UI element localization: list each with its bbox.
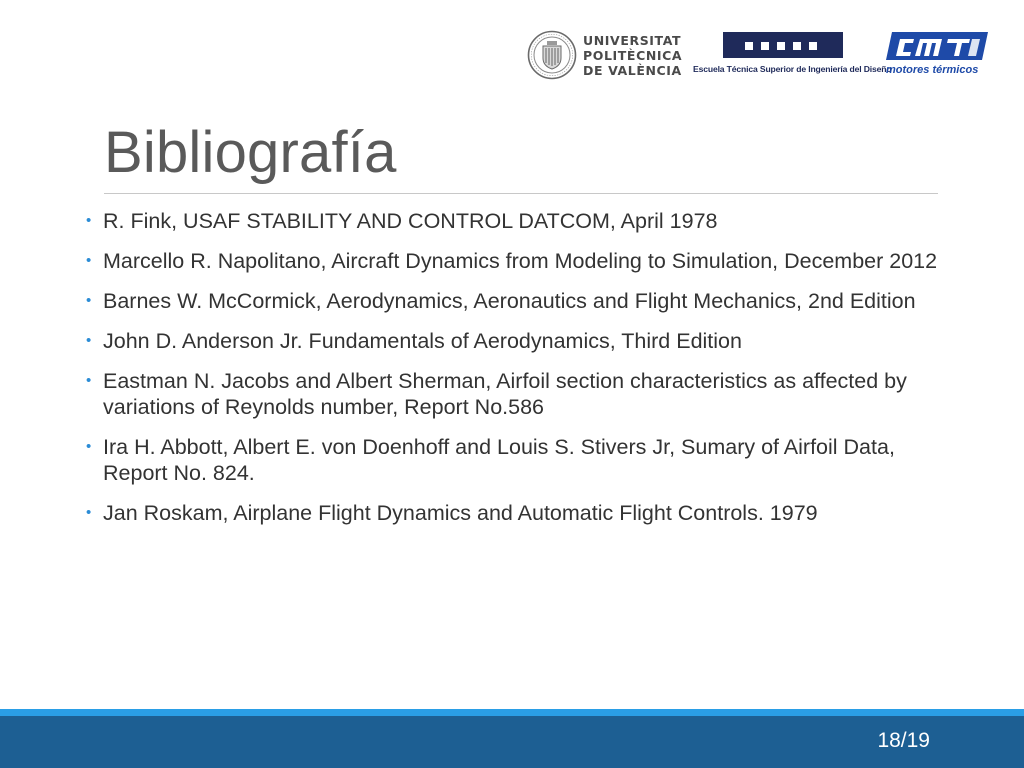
list-item	[86, 434, 956, 486]
bullet-icon: •	[86, 438, 92, 455]
upv-line-3: DE VALÈNCIA	[583, 62, 682, 78]
reference-text: Ira H. Abbott, Albert E. von Doenhoff and Louis S. Stivers Jr, Sumary of Airfoil Data, Report No. 824.	[103, 435, 895, 485]
etsid-caption: Escuela Técnica Superior de Ingeniería del Diseño	[693, 64, 892, 74]
title-divider	[104, 193, 938, 194]
reference-list	[86, 208, 956, 540]
upv-line-2: POLITÈCNICA	[583, 47, 683, 63]
upv-wordmark	[583, 33, 682, 78]
upv-logo	[527, 27, 687, 83]
list-item	[86, 368, 956, 420]
list-item	[86, 248, 956, 274]
list-item	[86, 500, 956, 526]
cmt-logo	[880, 30, 995, 80]
bullet-icon: •	[86, 504, 92, 521]
bullet-icon: •	[86, 212, 92, 229]
footer-accent-line	[0, 709, 1024, 716]
reference-text: John D. Anderson Jr. Fundamentals of Aerodynamics, Third Edition	[103, 329, 742, 353]
university-seal-icon	[527, 30, 577, 80]
cmt-logo-icon	[884, 30, 992, 62]
bullet-icon: •	[86, 372, 92, 389]
reference-text: Eastman N. Jacobs and Albert Sherman, Airfoil section characteristics as affected by variations of Reynolds number, Report No.586	[103, 369, 907, 419]
reference-text: Barnes W. McCormick, Aerodynamics, Aeronautics and Flight Mechanics, 2nd Edition	[103, 289, 916, 313]
bullet-icon: •	[86, 252, 92, 269]
reference-text: R. Fink, USAF STABILITY AND CONTROL DATCOM, April 1978	[103, 209, 718, 233]
upv-line-1: UNIVERSITAT	[583, 32, 682, 48]
list-item	[86, 288, 956, 314]
etsid-building-icon	[723, 32, 843, 62]
reference-text: Jan Roskam, Airplane Flight Dynamics and Automatic Flight Controls. 1979	[103, 501, 818, 525]
bullet-icon: •	[86, 292, 92, 309]
list-item	[86, 208, 956, 234]
slide-title: Bibliografía	[104, 120, 397, 185]
etsid-logo	[693, 30, 892, 80]
list-item	[86, 328, 956, 354]
cmt-caption: motores térmicos	[886, 64, 979, 76]
bullet-icon: •	[86, 332, 92, 349]
footer-bar	[0, 716, 1024, 768]
page-number: 18/19	[877, 729, 930, 752]
reference-text: Marcello R. Napolitano, Aircraft Dynamics from Modeling to Simulation, December 2012	[103, 249, 938, 273]
